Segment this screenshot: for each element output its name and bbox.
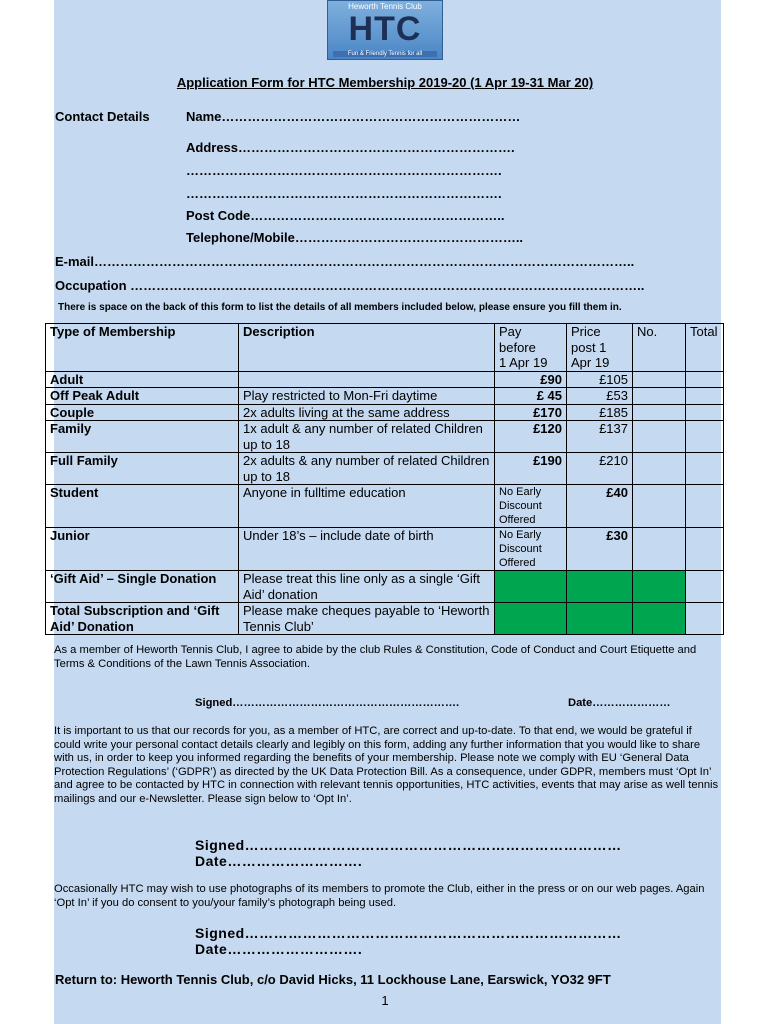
row-type: Family: [46, 421, 239, 453]
row-no-cell[interactable]: [633, 388, 686, 405]
row-description: 1x adult & any number of related Children up to 18: [239, 421, 495, 453]
row-description: Please make cheques payable to ‘Heworth Tennis Club’: [239, 603, 495, 635]
row-total-cell[interactable]: [686, 603, 724, 635]
row-description: Please treat this line only as a single ‘Gift Aid’ donation: [239, 571, 495, 603]
row-pay-before-shaded: [495, 603, 567, 635]
date-field-1[interactable]: Date…………………: [568, 697, 671, 709]
table-row: [46, 388, 724, 405]
row-description: 2x adults & any number of related Children up to 18: [239, 453, 495, 485]
row-type: Student: [46, 485, 239, 528]
logo-tagline: Fun & Friendly Tennis for all: [333, 51, 437, 57]
header-price-post-line1: Price: [571, 324, 601, 339]
row-pay-before: £90: [495, 371, 567, 388]
header-type: Type of Membership: [46, 324, 239, 372]
row-price-post: £185: [567, 404, 633, 421]
row-price-post: £40: [567, 485, 633, 528]
row-no-cell[interactable]: [633, 528, 686, 571]
table-row: [46, 571, 724, 603]
signed-field-1[interactable]: Signed…………………………………………………….: [195, 697, 460, 709]
row-no-shaded: [633, 571, 686, 603]
header-description: Description: [239, 324, 495, 372]
table-row: [46, 528, 724, 571]
row-type: ‘Gift Aid’ – Single Donation: [46, 571, 239, 603]
row-description: Anyone in fulltime education: [239, 485, 495, 528]
name-field[interactable]: Name……………………………………………………………: [186, 109, 521, 124]
row-no-cell[interactable]: [633, 371, 686, 388]
row-description: 2x adults living at the same address: [239, 404, 495, 421]
contact-details-label: Contact Details: [55, 109, 150, 124]
logo-club-name: Heworth Tennis Club: [348, 2, 422, 11]
header-pay-before-line1: Pay: [499, 324, 522, 339]
row-type: Junior: [46, 528, 239, 571]
row-total-cell[interactable]: [686, 453, 724, 485]
table-row: [46, 421, 724, 453]
email-field[interactable]: E-mail……………………………………………………………………………………………………………..: [55, 254, 635, 269]
row-type: Off Peak Adult: [46, 388, 239, 405]
row-price-post: £30: [567, 528, 633, 571]
row-price-post: £105: [567, 371, 633, 388]
signed-field-3[interactable]: Signed……………………………………………………………………: [195, 925, 622, 941]
signed-field-2[interactable]: Signed……………………………………………………………………: [195, 837, 622, 853]
row-price-post-shaded: [567, 571, 633, 603]
row-pay-before: No Early Discount Offered: [495, 528, 567, 571]
page-number: 1: [381, 993, 389, 1008]
gdpr-text: It is important to us that our records for you, as a member of HTC, are correct and up-to-date. To that end, we would be grateful if could write your personal contact details clearly and legibly on this form, adding any further information that you would like to share with us, in order to keep you informed regarding the benefits of your membership. Please note we comply with EU ‘General Data Protection Regulations’ (‘GDPR’) as directed by the UK Data Protection Bill. As a consequence, under GDPR, members must ‘Opt In’ and agree to be contacted by HTC in connection with relevant tennis opportunities, HTC activities, events that may arise as well tennis mailings and our e-Newsletter. Please sign below to ‘Opt In’.: [54, 725, 719, 805]
members-notice: There is space on the back of this form to list the details of all members included below, please ensure you fill them in.: [58, 302, 622, 313]
row-no-cell[interactable]: [633, 485, 686, 528]
address-line-3-field[interactable]: ……………………………………………………………….: [186, 186, 502, 201]
row-pay-before: £120: [495, 421, 567, 453]
table-row: [46, 485, 724, 528]
return-address: Return to: Heworth Tennis Club, c/o David Hicks, 11 Lockhouse Lane, Earswick, YO32 9FT: [55, 972, 611, 987]
row-total-cell[interactable]: [686, 421, 724, 453]
row-type: Couple: [46, 404, 239, 421]
row-total-cell[interactable]: [686, 528, 724, 571]
header-price-post-line2: post 1: [571, 339, 607, 355]
telephone-field[interactable]: Telephone/Mobile……………………………………………..: [186, 230, 524, 245]
row-no-cell[interactable]: [633, 404, 686, 421]
table-row: [46, 603, 724, 635]
row-total-cell[interactable]: [686, 485, 724, 528]
date-field-3[interactable]: Date……………………….: [195, 941, 363, 957]
row-total-cell[interactable]: [686, 571, 724, 603]
row-total-cell[interactable]: [686, 404, 724, 421]
row-no-cell[interactable]: [633, 453, 686, 485]
row-pay-before: £170: [495, 404, 567, 421]
row-total-cell[interactable]: [686, 388, 724, 405]
row-no-cell[interactable]: [633, 421, 686, 453]
agreement-text: As a member of Heworth Tennis Club, I agree to abide by the club Rules & Constitution, Code of Conduct and Court Etiquette and Terms & Conditions of the Lawn Tennis Association.: [54, 644, 697, 670]
row-price-post: £137: [567, 421, 633, 453]
header-price-post: [567, 324, 633, 372]
row-price-post: £53: [567, 388, 633, 405]
table-header-row: [46, 324, 724, 372]
table-row: [46, 404, 724, 421]
row-total-cell[interactable]: [686, 371, 724, 388]
postcode-field[interactable]: Post Code…………………………………………………..: [186, 208, 505, 223]
row-price-post: £210: [567, 453, 633, 485]
row-pay-before-shaded: [495, 571, 567, 603]
header-pay-before: [495, 324, 567, 372]
row-description: Under 18’s – include date of birth: [239, 528, 495, 571]
header-total: Total: [686, 324, 724, 372]
membership-table: [45, 323, 724, 635]
table-row: [46, 453, 724, 485]
logo-initials: HTC: [348, 10, 422, 48]
header-price-post-line3: Apr 19: [571, 355, 610, 370]
row-type: Total Subscription and ‘Gift Aid’ Donation: [46, 603, 239, 635]
photo-consent-text: Occasionally HTC may wish to use photographs of its members to promote the Club, either in the press or on our web pages. Again ‘Opt In’ if you do consent to you/your family’s photograph being used.: [54, 883, 705, 909]
address-line-2-field[interactable]: ……………………………………………………………….: [186, 163, 502, 178]
row-type: Full Family: [46, 453, 239, 485]
page-title: Application Form for HTC Membership 2019-20 (1 Apr 19-31 Mar 20): [176, 75, 594, 90]
address-field[interactable]: Address……………………………………………………….: [186, 140, 515, 155]
row-description: Play restricted to Mon-Fri daytime: [239, 388, 495, 405]
row-pay-before: £ 45: [495, 388, 567, 405]
table-row: [46, 371, 724, 388]
row-no-shaded: [633, 603, 686, 635]
row-pay-before: No Early Discount Offered: [495, 485, 567, 528]
club-logo: [327, 0, 443, 60]
row-price-post-shaded: [567, 603, 633, 635]
date-field-2[interactable]: Date……………………….: [195, 853, 363, 869]
header-pay-before-line2: before: [499, 339, 536, 355]
occupation-field[interactable]: Occupation ………………………………………………………………………………………………………..: [55, 278, 645, 293]
row-description: [239, 371, 495, 388]
header-pay-before-line3: 1 Apr 19: [499, 355, 548, 370]
header-no: No.: [633, 324, 686, 372]
row-type: Adult: [46, 371, 239, 388]
row-pay-before: £190: [495, 453, 567, 485]
